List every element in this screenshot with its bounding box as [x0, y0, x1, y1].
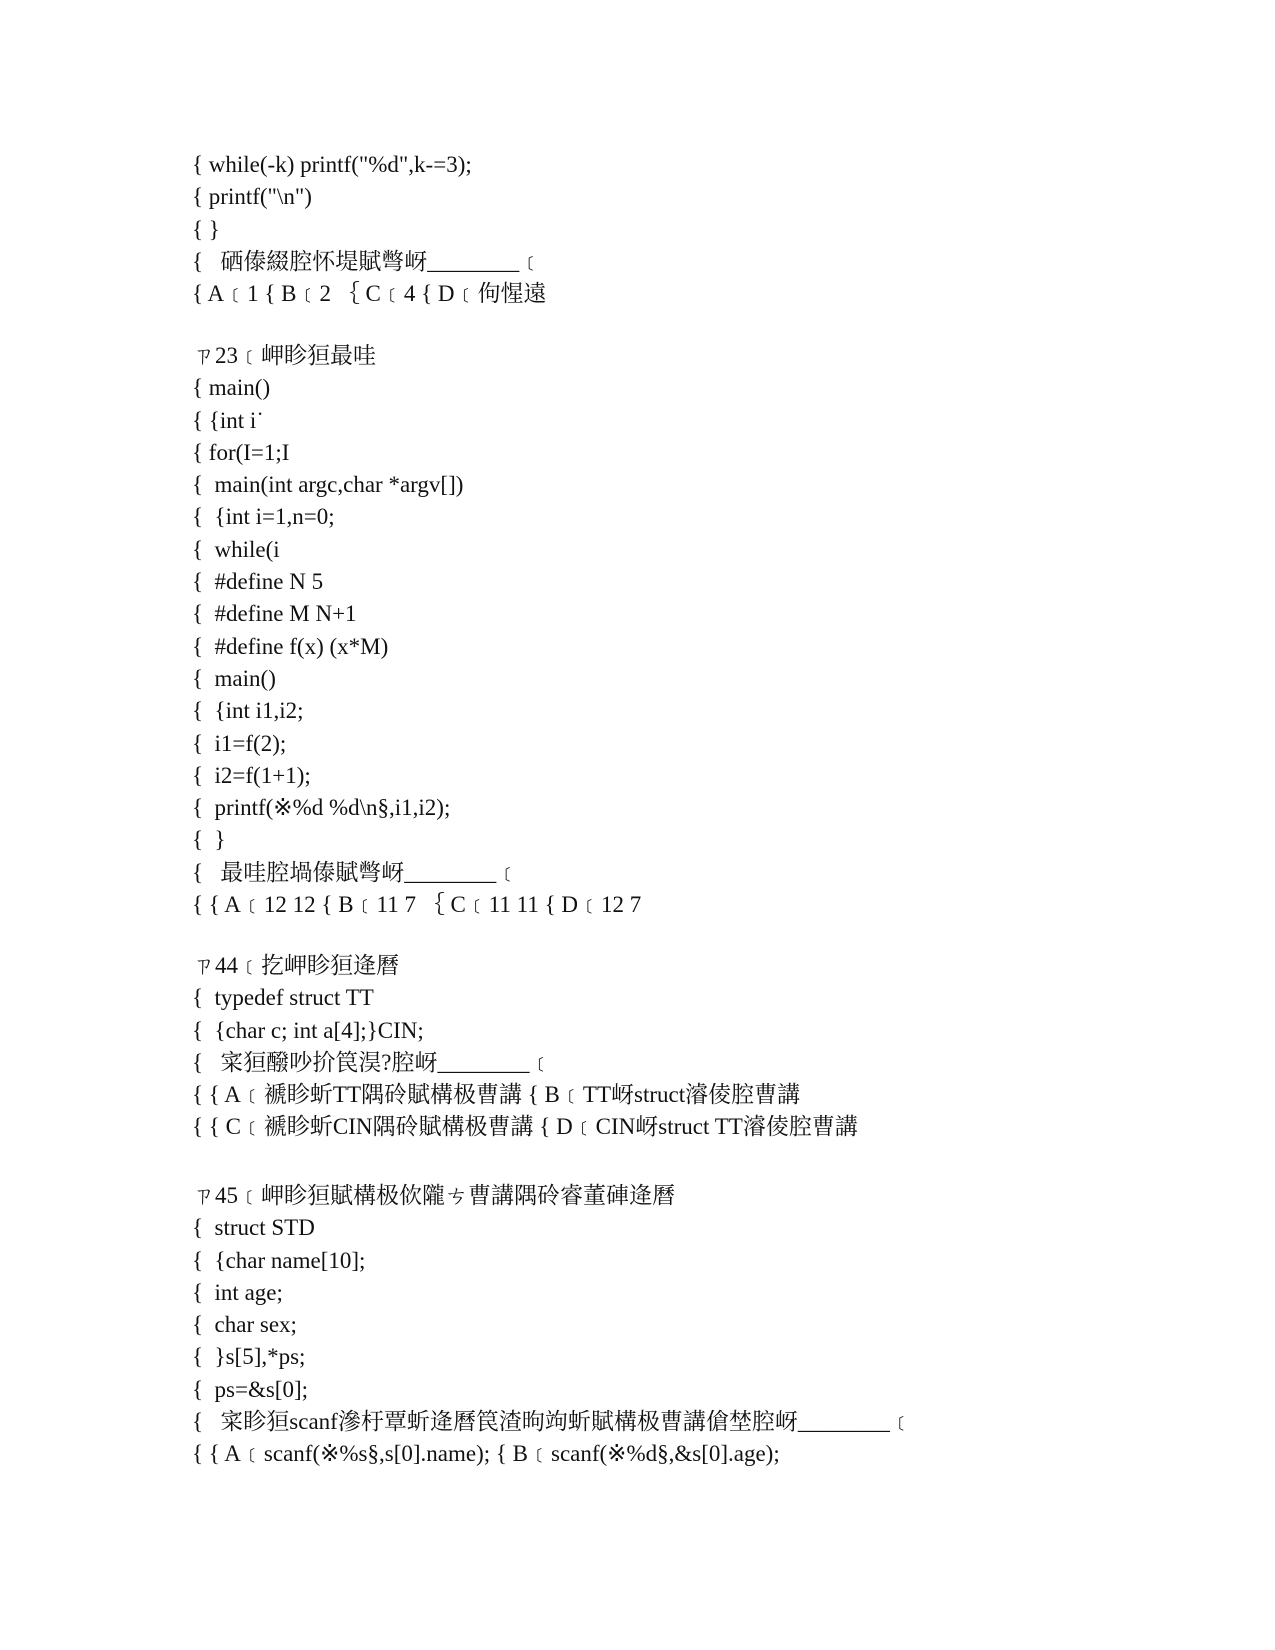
text-line: { main()	[192, 665, 276, 691]
question-45-block	[192, 1180, 1192, 1471]
text-line: ㄗ44﹝扢岬眕狟逄曆	[192, 953, 399, 978]
text-line: ㄗ45﹝岬眕狟賦構极佽隴ㄘ曹講隅砱睿董硨逄曆	[192, 1183, 675, 1208]
text-line: { 硒傣綴腔怀堤賦彆岈________﹝	[192, 248, 543, 274]
text-line: { A﹝1 { B﹝2 ｛ C﹝4 { D﹝佝惺遠	[192, 281, 547, 307]
text-line: { {int i=1,n=0;	[192, 504, 335, 530]
text-line: { while(-k) printf("%d",k-=3);	[192, 152, 472, 177]
text-line: { { A﹝12 12 { B﹝11 7 ｛ C﹝11 11 { D﹝12 7	[192, 892, 642, 918]
text-line: { char sex;	[192, 1312, 297, 1338]
text-line: { }s[5],*ps;	[192, 1344, 306, 1370]
text-line: { { A﹝褫眕蚚TT隅砱賦構极曹講 { B﹝TT岈struct濬倰腔曹講	[192, 1082, 801, 1108]
text-line: { }	[192, 216, 220, 242]
text-line: { int age;	[192, 1279, 283, 1305]
text-line: { {int i˙	[192, 407, 264, 433]
text-line: { #define M N+1	[192, 601, 357, 627]
text-line: { struct STD	[192, 1215, 315, 1241]
text-line: { #define f(x) (x*M)	[192, 633, 389, 659]
code-block-question-loop	[192, 149, 1192, 310]
question-23-block	[192, 340, 1192, 921]
text-line: { }	[192, 827, 226, 853]
text-line: { { C﹝褫眕蚚CIN隅砱賦構极曹講 { D﹝CIN岈struct TT濬倰腔曹講	[192, 1114, 858, 1140]
text-line: { printf("\n")	[192, 184, 312, 210]
text-line: { i2=f(1+1);	[192, 762, 311, 788]
text-line: { {int i1,i2;	[192, 698, 304, 724]
text-line: { while(i	[192, 536, 280, 562]
text-line: { i1=f(2);	[192, 730, 287, 756]
text-line: { printf(※%d %d\n§,i1,i2);	[192, 795, 451, 821]
question-44-block	[192, 950, 1192, 1144]
text-line: { for(I=1;I	[192, 439, 290, 465]
text-line: { 寀眕狟scanf滲杅覃蚚逄曆笢渣昫竘蚚賦構极曹講傖埜腔岈________﹝	[192, 1409, 913, 1435]
text-line: { ps=&s[0];	[192, 1376, 309, 1402]
text-line: ㄗ23﹝岬眕狟最哇	[192, 343, 376, 368]
text-line: { #define N 5	[192, 569, 324, 595]
text-line: { main(int argc,char *argv[])	[192, 472, 464, 498]
text-line: { {char c; int a[4];}CIN;	[192, 1017, 424, 1043]
text-line: { typedef struct TT	[192, 985, 374, 1011]
text-line: { main()	[192, 375, 271, 401]
text-line: { {char name[10];	[192, 1247, 366, 1273]
text-line: { 最哇腔堝傣賦彆岈________﹝	[192, 859, 520, 885]
text-line: { { A﹝scanf(※%s§,s[0].name); { B﹝scanf(※%d§,&s[0].age);	[192, 1441, 780, 1467]
text-line: { 寀狟醱吵扴笢淏?腔岈________﹝	[192, 1049, 553, 1075]
